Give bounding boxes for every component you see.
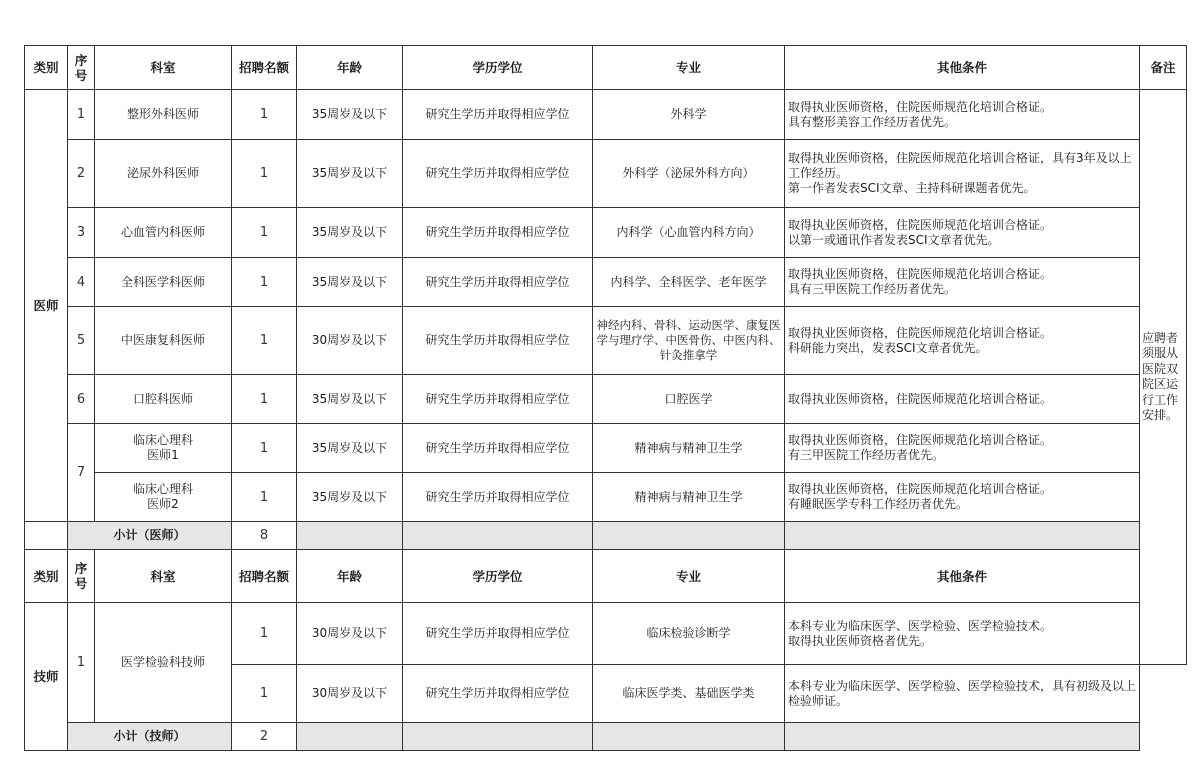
header-age: 年龄 (297, 550, 403, 603)
header-education: 学历学位 (403, 46, 593, 90)
row-dept: 临床心理科 医师1 (95, 424, 232, 473)
row-quota: 1 (232, 603, 297, 665)
row-seq: 4 (68, 258, 95, 307)
row-other: 本科专业为临床医学、医学检验、医学检验技术，具有初级及以上检验师证。 (785, 665, 1140, 723)
row-other: 取得执业医师资格，住院医师规范化培训合格证。 有三甲医院工作经历者优先。 (785, 424, 1140, 473)
table-row (25, 473, 1187, 522)
subtotal-row-doctor (25, 522, 1187, 550)
header-row (25, 46, 1187, 90)
row-dept: 心血管内科医师 (95, 208, 232, 258)
row-age: 35周岁及以下 (297, 375, 403, 424)
row-age: 35周岁及以下 (297, 473, 403, 522)
header-other: 其他条件 (785, 550, 1140, 603)
category-technician: 技师 (25, 603, 68, 751)
table-row (25, 307, 1187, 375)
header-dept: 科室 (95, 46, 232, 90)
subtotal-label: 小计（技师） (68, 723, 232, 751)
row-seq: 7 (68, 424, 95, 522)
row-education: 研究生学历并取得相应学位 (403, 424, 593, 473)
row-education: 研究生学历并取得相应学位 (403, 208, 593, 258)
row-quota: 1 (232, 90, 297, 140)
header-remark: 备注 (1140, 46, 1187, 90)
row-education: 研究生学历并取得相应学位 (403, 665, 593, 723)
row-dept: 口腔科医师 (95, 375, 232, 424)
table-row (25, 603, 1187, 665)
row-major: 精神病与精神卫生学 (593, 473, 785, 522)
row-major: 神经内科、骨科、运动医学、康复医学与理疗学、中医骨伤、中医内科、针灸推拿学 (593, 307, 785, 375)
row-other: 取得执业医师资格，住院医师规范化培训合格证，具有3年及以上工作经历。 第一作者发表SCI文章、主持科研课题者优先。 (785, 140, 1140, 208)
row-major: 口腔医学 (593, 375, 785, 424)
category-doctor: 医师 (25, 90, 68, 522)
table-row (25, 90, 1187, 140)
row-other: 取得执业医师资格，住院医师规范化培训合格证。 科研能力突出，发表SCI文章者优先。 (785, 307, 1140, 375)
row-other: 取得执业医师资格，住院医师规范化培训合格证。 具有三甲医院工作经历者优先。 (785, 258, 1140, 307)
row-seq: 3 (68, 208, 95, 258)
row-quota: 1 (232, 473, 297, 522)
table-row (25, 424, 1187, 473)
row-age: 35周岁及以下 (297, 258, 403, 307)
row-age: 35周岁及以下 (297, 140, 403, 208)
row-age: 35周岁及以下 (297, 424, 403, 473)
row-dept: 临床心理科 医师2 (95, 473, 232, 522)
table-row (25, 208, 1187, 258)
header-education: 学历学位 (403, 550, 593, 603)
row-age: 30周岁及以下 (297, 665, 403, 723)
row-seq: 5 (68, 307, 95, 375)
row-quota: 1 (232, 307, 297, 375)
row-quota: 1 (232, 258, 297, 307)
row-dept: 医学检验科技师 (95, 603, 232, 723)
remark-text: 应聘者 须服从 医院双 院区运 行工作 安排。 (1140, 90, 1187, 665)
row-other: 取得执业医师资格，住院医师规范化培训合格证。 有睡眠医学专科工作经历者优先。 (785, 473, 1140, 522)
header-other: 其他条件 (785, 46, 1140, 90)
row-major: 内科学（心血管内科方向） (593, 208, 785, 258)
header-dept: 科室 (95, 550, 232, 603)
row-quota: 1 (232, 140, 297, 208)
row-education: 研究生学历并取得相应学位 (403, 90, 593, 140)
row-education: 研究生学历并取得相应学位 (403, 258, 593, 307)
header-category: 类别 (25, 550, 68, 603)
row-major: 外科学 (593, 90, 785, 140)
recruitment-table (24, 45, 1187, 751)
row-other: 取得执业医师资格，住院医师规范化培训合格证。 具有整形美容工作经历者优先。 (785, 90, 1140, 140)
row-seq: 1 (68, 90, 95, 140)
row-dept: 中医康复科医师 (95, 307, 232, 375)
row-education: 研究生学历并取得相应学位 (403, 140, 593, 208)
row-seq: 6 (68, 375, 95, 424)
table-row (25, 140, 1187, 208)
row-dept: 泌尿外科医师 (95, 140, 232, 208)
row-other: 本科专业为临床医学、医学检验、医学检验技术。 取得执业医师资格者优先。 (785, 603, 1140, 665)
row-major: 内科学、全科医学、老年医学 (593, 258, 785, 307)
row-education: 研究生学历并取得相应学位 (403, 473, 593, 522)
row-major: 临床医学类、基础医学类 (593, 665, 785, 723)
table-row (25, 258, 1187, 307)
header-age: 年龄 (297, 46, 403, 90)
row-major: 精神病与精神卫生学 (593, 424, 785, 473)
subtotal-value: 2 (232, 723, 297, 751)
header-seq: 序 号 (68, 46, 95, 90)
header-category: 类别 (25, 46, 68, 90)
row-education: 研究生学历并取得相应学位 (403, 307, 593, 375)
row-age: 35周岁及以下 (297, 90, 403, 140)
row-seq: 2 (68, 140, 95, 208)
row-seq: 1 (68, 603, 95, 723)
row-education: 研究生学历并取得相应学位 (403, 603, 593, 665)
header-quota: 招聘名额 (232, 46, 297, 90)
row-major: 临床检验诊断学 (593, 603, 785, 665)
table-row (25, 375, 1187, 424)
row-major: 外科学（泌尿外科方向） (593, 140, 785, 208)
subtotal-label: 小计（医师） (68, 522, 232, 550)
row-quota: 1 (232, 424, 297, 473)
row-other: 取得执业医师资格，住院医师规范化培训合格证。 以第一或通讯作者发表SCI文章者优先。 (785, 208, 1140, 258)
row-quota: 1 (232, 208, 297, 258)
subtotal-row-technician (25, 723, 1187, 751)
subtotal-value: 8 (232, 522, 297, 550)
row-age: 30周岁及以下 (297, 307, 403, 375)
header-row-technician (25, 550, 1187, 603)
row-age: 30周岁及以下 (297, 603, 403, 665)
row-dept: 全科医学科医师 (95, 258, 232, 307)
row-quota: 1 (232, 375, 297, 424)
header-major: 专业 (593, 550, 785, 603)
row-dept: 整形外科医师 (95, 90, 232, 140)
row-education: 研究生学历并取得相应学位 (403, 375, 593, 424)
row-other: 取得执业医师资格，住院医师规范化培训合格证。 (785, 375, 1140, 424)
row-quota: 1 (232, 665, 297, 723)
header-quota: 招聘名额 (232, 550, 297, 603)
header-seq: 序 号 (68, 550, 95, 603)
header-major: 专业 (593, 46, 785, 90)
row-age: 35周岁及以下 (297, 208, 403, 258)
